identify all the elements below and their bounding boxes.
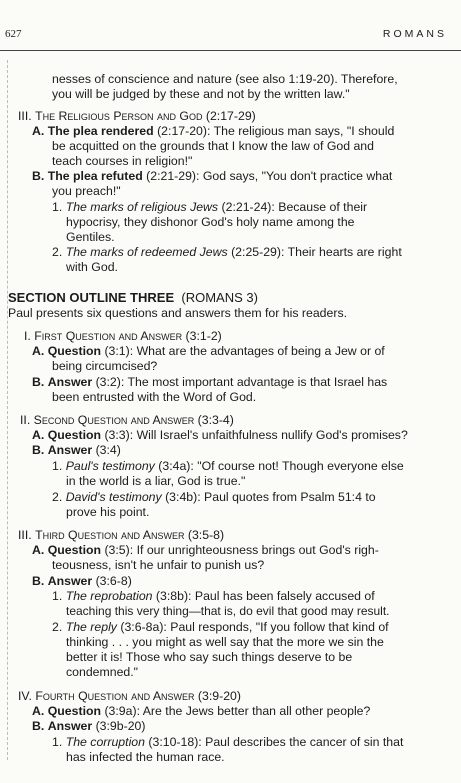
item-text: (3:9a): Are the Jews better than all other people?: [101, 704, 371, 718]
outline-subitem: [52, 459, 404, 474]
heading-text: The Religious Person and God (2:17-29): [35, 109, 256, 123]
item-title: Question: [47, 543, 102, 557]
text: prove his point.: [66, 505, 150, 519]
outline-item: [32, 428, 408, 443]
outline-item: [32, 375, 387, 390]
item-text: (3:3): Will Israel's unfaithfulness nullify God's promises?: [101, 428, 408, 442]
text: be acquitted on the grounds that I know the law of God and: [52, 139, 374, 153]
text-line: [66, 505, 149, 520]
text: thinking . . . you might as well say that the more we sin the: [66, 635, 384, 649]
section-subtitle: [8, 306, 347, 321]
outline-digit: 1.: [52, 589, 63, 603]
outline-digit: 2.: [52, 620, 63, 634]
subitem-title: The reprobation: [65, 589, 153, 603]
outline-letter: B.: [32, 375, 45, 389]
outline-number: I.: [24, 329, 31, 343]
outline-item: [32, 719, 145, 734]
text-line: [66, 665, 138, 680]
outline-letter: B.: [32, 169, 45, 183]
text-line: [52, 184, 121, 199]
subitem-text: (3:10-18): Paul describes the cancer of sin that: [144, 735, 404, 749]
text-line: [66, 230, 115, 245]
item-text: (2:21-29): God says, "You don't practice what: [142, 169, 393, 183]
outline-letter: A.: [32, 344, 45, 358]
text-line: [66, 260, 118, 275]
item-text: (3:2): The most important advantage is that Israel has: [92, 375, 388, 389]
outline-digit: 1.: [52, 200, 63, 214]
text-line: [52, 390, 256, 405]
text-line: [52, 72, 398, 87]
item-title: Question: [47, 344, 102, 358]
outline-subitem: [52, 200, 367, 215]
text: being circumcised?: [52, 359, 158, 373]
item-title: Answer: [47, 719, 93, 733]
item-text: (3:9b-20): [92, 719, 146, 733]
item-title: Answer: [47, 574, 93, 588]
outline-item: [32, 443, 121, 458]
section-title: SECTION OUTLINE THREE: [8, 290, 175, 305]
item-text: (2:17-20): The religious man says, "I should: [153, 124, 395, 138]
section-heading: [8, 290, 258, 305]
item-title: Question: [47, 704, 102, 718]
item-title: Question: [47, 428, 102, 442]
text: you will be judged by these and not by the written law.": [52, 87, 350, 101]
text: has infected the human race.: [66, 750, 225, 764]
text: been entrusted with the Word of God.: [52, 390, 257, 404]
subitem-title: The reply: [65, 620, 117, 634]
outline-letter: B.: [32, 719, 45, 733]
outline-heading: [20, 413, 234, 428]
subitem-title: The marks of redeemed Jews: [65, 245, 228, 259]
outline-heading: [18, 689, 241, 704]
page-header: [0, 24, 461, 42]
subitem-text: (2:25-29): Their hearts are right: [227, 245, 402, 259]
outline-subitem: [52, 245, 402, 260]
subitem-title: Paul's testimony: [65, 459, 155, 473]
outline-heading: [24, 329, 222, 344]
outline-digit: 2.: [52, 490, 63, 504]
outline-subitem: [52, 620, 389, 635]
text-line: [52, 558, 264, 573]
outline-letter: A.: [32, 543, 45, 557]
item-title: Answer: [47, 443, 93, 457]
outline-letter: A.: [32, 428, 45, 442]
outline-item: [32, 124, 394, 139]
margin-line: [7, 60, 8, 760]
outline-item: [32, 543, 379, 558]
outline-item: [32, 344, 385, 359]
outline-item: [32, 574, 132, 589]
text: with God.: [66, 260, 118, 274]
subitem-text: (2:21-24): Because of their: [218, 200, 368, 214]
text: better it is! Those who say such things deserve to be: [66, 650, 353, 664]
outline-digit: 2.: [52, 245, 63, 259]
item-text: (3:6-8): [92, 574, 132, 588]
text: nesses of conscience and nature (see also 1:19-20). Therefore,: [52, 72, 398, 86]
heading-text: Second Question and Answer (3:3-4): [33, 413, 234, 427]
heading-text: First Question and Answer (3:1-2): [34, 329, 222, 343]
page-number: 627: [5, 28, 22, 40]
text: Gentiles.: [66, 230, 115, 244]
outline-letter: A.: [32, 704, 45, 718]
text: you preach!": [52, 184, 121, 198]
text: teousness, isn't he unfair to punish us?: [52, 558, 265, 572]
subitem-title: The corruption: [65, 735, 145, 749]
text-line: [66, 650, 352, 665]
subitem-text: (3:4b): Paul quotes from Psalm 51:4 to: [161, 490, 376, 504]
outline-heading: [18, 528, 224, 543]
subitem-text: (3:8b): Paul has been falsely accused of: [152, 589, 375, 603]
header-rule: [0, 50, 461, 51]
text: teaching this very thing—that is, do evil that good may result.: [66, 604, 390, 618]
subitem-text: (3:4a): "Of course not! Though everyone else: [154, 459, 404, 473]
text-line: [66, 215, 355, 230]
text-line: [52, 154, 192, 169]
heading-text: Fourth Question and Answer (3:9-20): [35, 689, 241, 703]
section-reference: (ROMANS 3): [181, 290, 258, 305]
text: teach courses in religion!": [52, 154, 193, 168]
outline-digit: 1.: [52, 459, 63, 473]
subitem-title: David's testimony: [65, 490, 162, 504]
text-line: [52, 359, 157, 374]
subitem-title: The marks of religious Jews: [65, 200, 219, 214]
outline-subitem: [52, 735, 403, 750]
outline-number: II.: [20, 413, 31, 427]
text-line: [52, 87, 350, 102]
item-text: (3:5): If our unrighteousness brings out God's righ-: [101, 543, 379, 557]
text-line: [66, 750, 225, 765]
text-line: [52, 139, 374, 154]
text: hypocrisy, they dishonor God's holy name among the: [66, 215, 355, 229]
item-title: Answer: [47, 375, 93, 389]
outline-heading: [18, 109, 256, 124]
text: condemned.": [66, 665, 139, 679]
text-line: [66, 604, 390, 619]
outline-letter: B.: [32, 443, 45, 457]
text: Paul presents six questions and answers them for his readers.: [8, 306, 348, 320]
text: in the world is a liar, God is true.": [66, 474, 246, 488]
item-text: (3:4): [92, 443, 121, 457]
outline-letter: B.: [32, 574, 45, 588]
outline-digit: 1.: [52, 735, 63, 749]
item-text: (3:1): What are the advantages of being a Jew or of: [101, 344, 385, 358]
outline-number: III.: [18, 109, 32, 123]
heading-text: Third Question and Answer (3:5-8): [35, 528, 225, 542]
subitem-text: (3:6-8a): Paul responds, "If you follow that kind of: [116, 620, 389, 634]
outline-subitem: [52, 490, 376, 505]
item-title: The plea refuted: [47, 169, 143, 183]
outline-item: [32, 704, 370, 719]
text-line: [66, 635, 384, 650]
running-title: ROMANS: [382, 28, 447, 40]
text-line: [66, 474, 245, 489]
outline-number: III.: [18, 528, 32, 542]
item-title: The plea rendered: [47, 124, 154, 138]
outline-number: IV.: [18, 689, 32, 703]
outline-subitem: [52, 589, 375, 604]
outline-item: [32, 169, 392, 184]
outline-letter: A.: [32, 124, 45, 138]
